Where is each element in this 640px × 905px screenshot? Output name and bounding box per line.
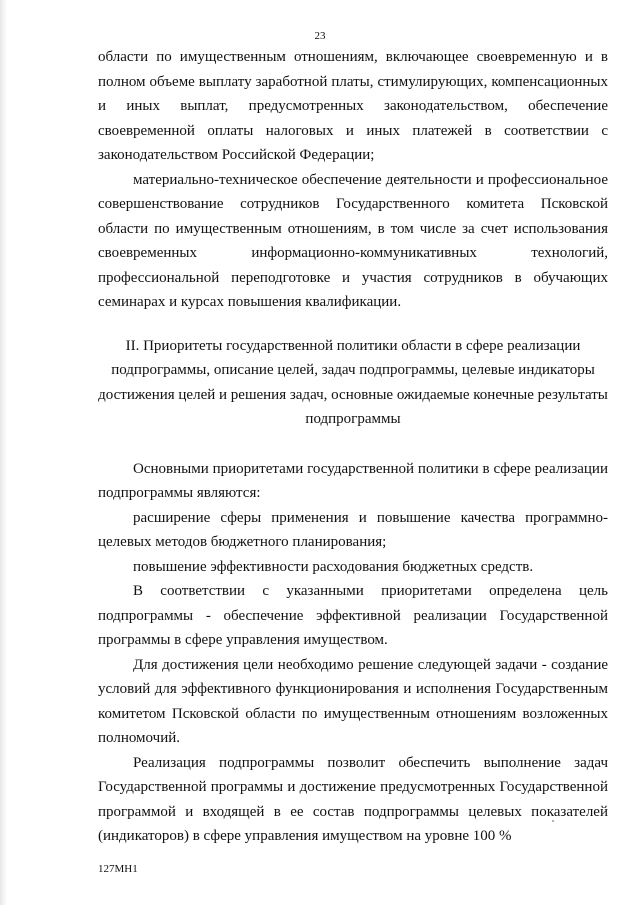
scan-edge [0,0,7,905]
paragraph-3: Основными приоритетами государственной политики в сфере реализации подпрограммы являются: [98,460,608,501]
document-body [98,45,608,849]
paragraph-2: материально-техническое обеспечение деятельности и профессиональное совершенствование сотрудников Государственного комитета Псковской области по имущественным отношениям, в том числе за счет использования своевременных информационно-коммуникативных технологий, профессиональной переподготовке и участия сотрудников в обучающих семинарах и курсах повышения квалификации. [98,171,608,310]
paragraph-5: повышение эффективности расходования бюджетных средств. [133,558,534,575]
paragraph-7: Для достижения цели необходимо решение следующей задачи - создание условий для эффективного функционирования и исполнения Государственным комитетом Псковской области по имущественным отношениям возложенных полномочий. [98,656,608,746]
paragraph-1: области по имущественным отношениям, включающее своевременную и в полном объеме выплату заработной платы, стимулирующих, компенсационных и иных выплат, предусмотренных законодательством, обеспечение своевременной оплаты налоговых и иных платежей в соответствии с законодательством Российской Федерации; [98,49,608,163]
paragraph-6: В соответствии с указанными приоритетами определена цель подпрограммы - обеспечение эффективной реализации Государственной программы в сфере управления имуществом. [98,583,608,648]
section-heading: II. Приоритеты государственной политики области в сфере реализации подпрограммы, описание целей, задач подпрограммы, целевые индикаторы достижения целей и решения задач, основные ожидаемые конечные результаты подпрограммы [98,337,608,427]
paragraph-8: Реализация подпрограммы позволит обеспечить выполнение задач Государственной программы и достижение предусмотренных Государственной программой и входящей в ее состав подпрограммы целевых показателей (индикаторов) в сфере управления имуществом на уровне 100 % [98,754,608,844]
footer-code: 127МН1 [98,863,138,875]
paragraph-4: расширение сферы применения и повышение качества программно-целевых методов бюджетного планирования; [98,509,608,550]
scan-speck [552,820,554,822]
page-number: 23 [314,30,326,42]
